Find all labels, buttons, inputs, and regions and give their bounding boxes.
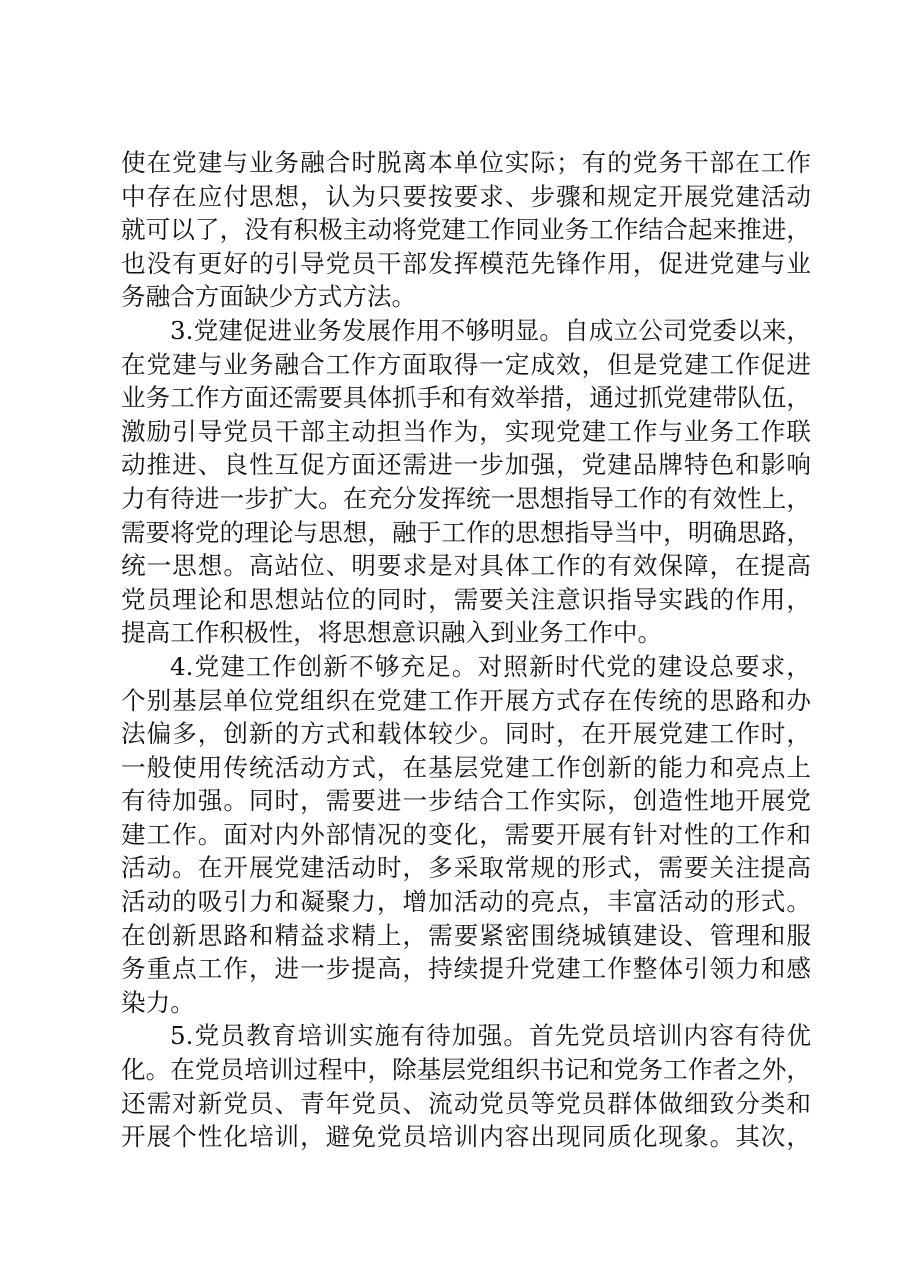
text-line: 务融合方面缺少方式方法。 xyxy=(121,282,417,312)
text-line: 力有待进一步扩大。在充分发挥统一思想指导工作的有效性上， xyxy=(121,483,811,513)
text-line: 党员理论和思想站位的同时，需要关注意识指导实践的作用， xyxy=(121,584,811,614)
paragraph-4-first-line: 4.党建工作创新不够充足。对照新时代党的建设总要求， xyxy=(170,651,811,681)
text-line: 活动的吸引力和凝聚力，增加活动的亮点，丰富活动的形式。 xyxy=(121,887,811,917)
text-line: 在创新思路和精益求精上，需要紧密围绕城镇建设、管理和服 xyxy=(121,920,811,950)
text-line: 也没有更好的引导党员干部发挥模范先锋作用，促进党建与业 xyxy=(121,248,811,278)
text-line: 活动。在开展党建活动时，多采取常规的形式，需要关注提高 xyxy=(121,853,811,883)
text-line: 激励引导党员干部主动担当作为，实现党建工作与业务工作联 xyxy=(121,416,811,446)
text-line: 一般使用传统活动方式，在基层党建工作创新的能力和亮点上 xyxy=(121,752,811,782)
text-line: 还需对新党员、青年党员、流动党员等党员群体做细致分类和 xyxy=(121,1088,811,1118)
text-line: 业务工作方面还需要具体抓手和有效举措，通过抓党建带队伍， xyxy=(121,383,811,413)
text-line: 个别基层单位党组织在党建工作开展方式存在传统的思路和办 xyxy=(121,685,811,715)
text-line: 就可以了，没有积极主动将党建工作同业务工作结合起来推进， xyxy=(121,215,811,245)
text-line: 需要将党的理论与思想，融于工作的思想指导当中，明确思路， xyxy=(121,517,811,547)
text-line: 使在党建与业务融合时脱离本单位实际；有的党务干部在工作 xyxy=(121,148,811,177)
text-line: 法偏多，创新的方式和载体较少。同时，在开展党建工作时， xyxy=(121,719,811,749)
text-line: 建工作。面对内外部情况的变化，需要开展有针对性的工作和 xyxy=(121,819,811,849)
document-body-text xyxy=(121,146,811,1154)
text-line: 化。在党员培训过程中，除基层党组织书记和党务工作者之外， xyxy=(121,1055,811,1085)
text-line: 中存在应付思想，认为只要按要求、步骤和规定开展党建活动 xyxy=(121,181,811,211)
paragraph-5-first-line: 5.党员教育培训实施有待加强。首先党员培训内容有待优 xyxy=(170,1021,811,1051)
text-line: 在党建与业务融合工作方面取得一定成效，但是党建工作促进 xyxy=(121,349,811,379)
text-line: 务重点工作，进一步提高，持续提升党建工作整体引领力和感 xyxy=(121,954,811,984)
text-line: 提高工作积极性，将思想意识融入到业务工作中。 xyxy=(121,618,663,648)
text-line: 统一思想。高站位、明要求是对具体工作的有效保障，在提高 xyxy=(121,551,811,581)
text-line: 开展个性化培训，避免党员培训内容出现同质化现象。其次， xyxy=(121,1122,811,1152)
text-line: 动推进、良性互促方面还需进一步加强，党建品牌特色和影响 xyxy=(121,450,811,480)
text-line: 染力。 xyxy=(121,987,195,1017)
paragraph-3-first-line: 3.党建促进业务发展作用不够明显。自成立公司党委以来， xyxy=(170,315,811,345)
text-line: 有待加强。同时，需要进一步结合工作实际，创造性地开展党 xyxy=(121,786,811,816)
